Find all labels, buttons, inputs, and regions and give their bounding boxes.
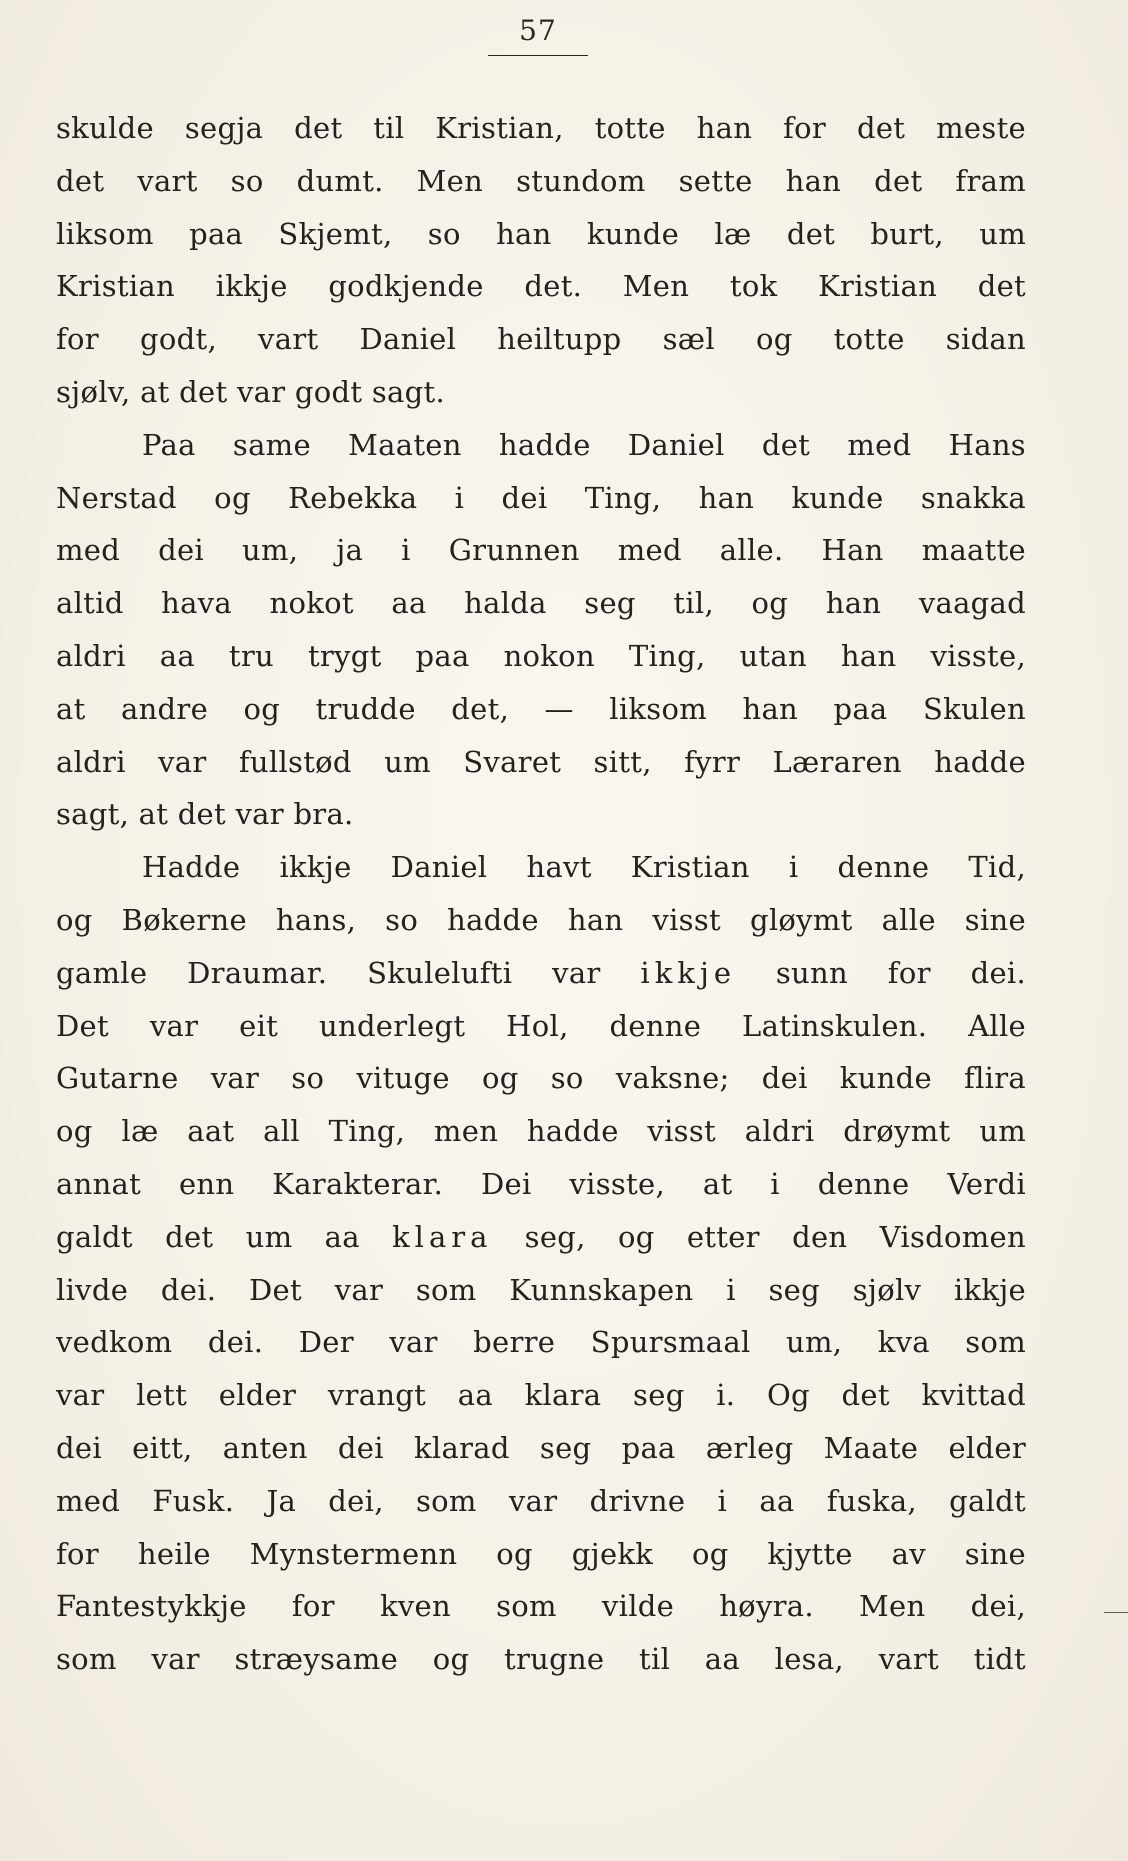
text-line: skulde segja det til Kristian, totte han for det meste <box>56 111 1026 145</box>
text-line: og læ aat all Ting, men hadde visst aldri drøymt um <box>56 1114 1026 1149</box>
text-line: Gutarne var so vituge og so vaksne; dei kunde flira <box>56 1061 1026 1096</box>
page-number: 57 <box>519 14 557 47</box>
line-segment: seg, og etter den Visdomen <box>492 1219 1026 1254</box>
margin-mark <box>1104 1612 1128 1613</box>
emphasized-word: ikkje <box>640 955 736 990</box>
text-line: det vart so dumt. Men stundom sette han det fram <box>56 163 1026 198</box>
text-line: Fantestykkje for kven som vilde høyra. Men dei, <box>56 1589 1026 1624</box>
line-segment: gamle Draumar. Skulelufti var <box>56 955 641 990</box>
text-line: annat enn Karakterar. Dei visste, at i denne Verdi <box>56 1166 1026 1201</box>
text-line <box>56 947 1026 1000</box>
line-segment: galdt det um aa <box>56 1219 393 1254</box>
text-line <box>56 1211 1026 1264</box>
text-line: altid hava nokot aa halda seg til, og han vaagad <box>56 586 1026 621</box>
text-line: sagt, at det var bra. <box>56 797 354 832</box>
text-line: aldri var fullstød um Svaret sitt, fyrr Læraren hadde <box>56 744 1026 779</box>
text-line: liksom paa Skjemt, so han kunde læ det burt, um <box>56 216 1026 251</box>
text-line: livde dei. Det var som Kunnskapen i seg sjølv ikkje <box>56 1272 1026 1307</box>
text-line: aldri aa tru trygt paa nokon Ting, utan han visste, <box>56 638 1026 673</box>
text-line: med Fusk. Ja dei, som var drivne i aa fuska, galdt <box>56 1483 1026 1518</box>
text-line: at andre og trudde det, — liksom han paa Skulen <box>56 691 1026 726</box>
text-line: vedkom dei. Der var berre Spursmaal um, kva som <box>56 1325 1026 1360</box>
page-number-rule <box>488 55 588 56</box>
text-line: med dei um, ja i Grunnen med alle. Han maatte <box>56 533 1026 568</box>
text-line: for godt, vart Daniel heiltupp sæl og totte sidan <box>56 322 1026 357</box>
text-line: sjølv, at det var godt sagt. <box>56 374 445 409</box>
text-line: for heile Mynstermenn og gjekk og kjytte av sine <box>56 1536 1026 1571</box>
text-line: Nerstad og Rebekka i dei Ting, han kunde snakka <box>56 480 1026 515</box>
line-segment: sunn for dei. <box>736 955 1027 990</box>
text-line: Paa same Maaten hadde Daniel det med Hans <box>142 427 1026 462</box>
text-line: var lett elder vrangt aa klara seg i. Og det kvittad <box>56 1378 1026 1413</box>
emphasized-word: klara <box>392 1219 493 1254</box>
text-line: Hadde ikkje Daniel havt Kristian i denne Tid, <box>142 850 1026 885</box>
text-line: Det var eit underlegt Hol, denne Latinskulen. Alle <box>56 1008 1026 1043</box>
body-text <box>56 102 1026 1686</box>
text-line: Kristian ikkje godkjende det. Men tok Kristian det <box>56 269 1026 304</box>
text-line: og Bøkerne hans, so hadde han visst gløymt alle sine <box>56 902 1026 937</box>
text-line: som var stræysame og trugne til aa lesa, vart tidt <box>56 1642 1026 1677</box>
text-line: dei eitt, anten dei klarad seg paa ærleg Maate elder <box>56 1430 1026 1465</box>
